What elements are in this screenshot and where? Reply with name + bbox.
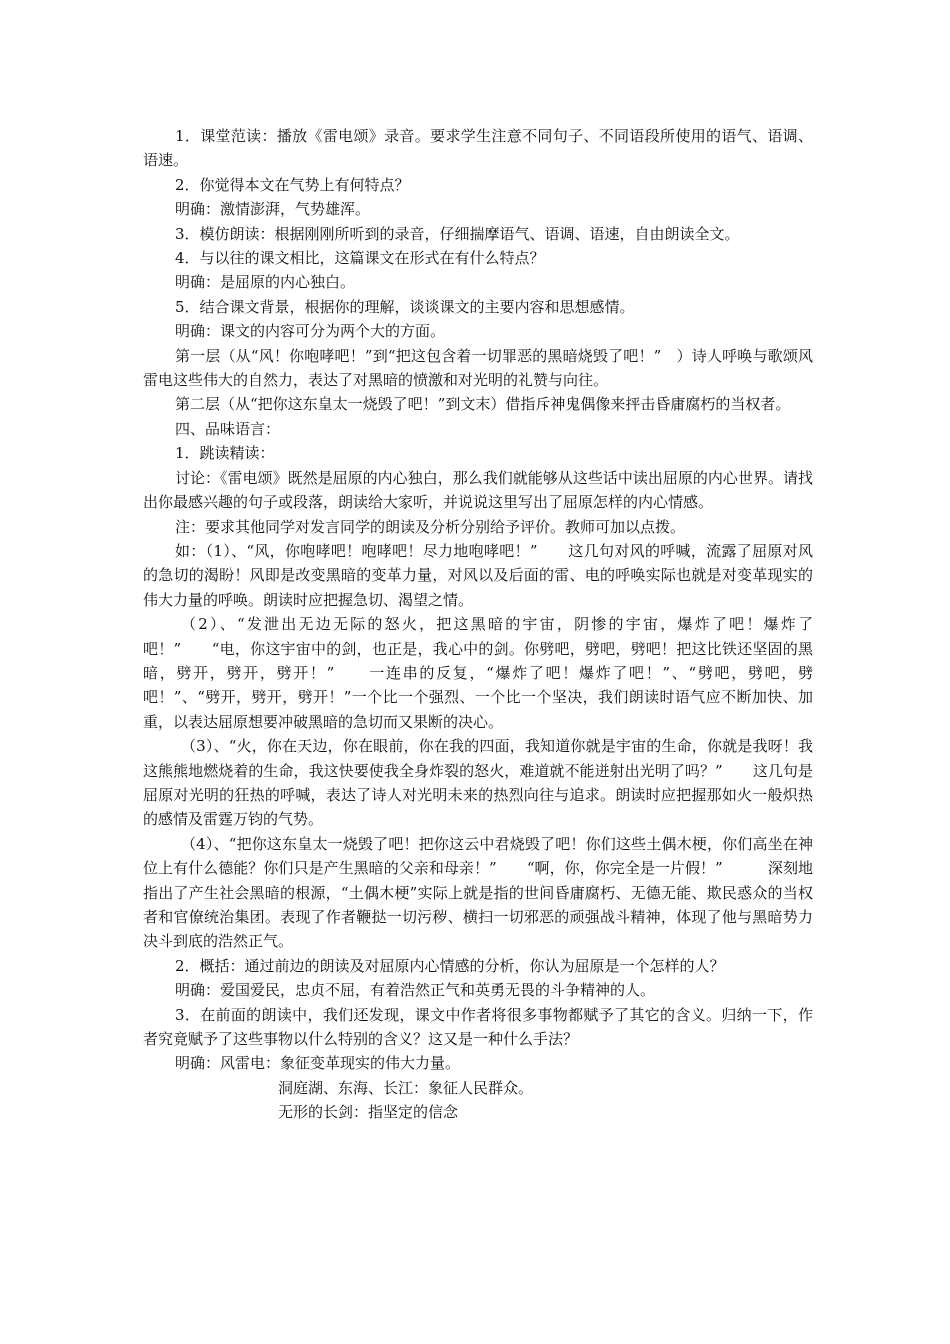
paragraph: （4）、“把你这东皇太一烧毁了吧！把你这云中君烧毁了吧！你们这些土偶木梗，你们高坐在神位上有什么德能？你们只是产生黑暗的父亲和母亲！” “啊，你，你完全是一片假！” 深刻地指出了产生社会黑暗的根源，“土偶木梗”实际上就是指的世间昏庸腐朽、无德无能、欺民惑众的当权者和官僚统治集团。表现了作者鞭挞一切污秽、横扫一切邪恶的顽强战斗精神，体现了他与黑暗势力决斗到底的浩然正气。	[143, 834, 813, 951]
paragraph: 第一层（从“风！你咆哮吧！”到“把这包含着一切罪恶的黑暗烧毁了吧！” ）诗人呼唤与歌颂风雷电这些伟大的自然力，表达了对黑暗的愤激和对光明的礼赞与向往。	[143, 346, 813, 390]
section-heading: 四、品味语言：	[175, 419, 281, 438]
paragraph: （3）、“火，你在天边，你在眼前，你在我的四面，我知道你就是宇宙的生命，你就是我呀！我这熊熊地燃烧着的生命，我这快要使我全身炸裂的怒火，难道就不能迸射出光明了吗？” 这几句是屈原对光明的狂热的呼喊，表达了诗人对光明未来的热烈向往与追求。朗读时应把握那如火一般炽热的感情及雷霆万钧的气势。	[143, 737, 813, 829]
paragraph: 明确：风雷电：象征变革现实的伟大力量。	[175, 1054, 461, 1073]
symbol-item: 无形的长剑：指坚定的信念	[278, 1103, 459, 1122]
paragraph: 1．跳读精读：	[175, 444, 275, 463]
paragraph: 讨论：《雷电颂》既然是屈原的内心独白，那么我们就能够从这些话中读出屈原的内心世界。请找出你最感兴趣的句子或段落，朗读给大家听，并说说这里写出了屈原怎样的内心情感。	[143, 468, 813, 512]
paragraph: 第二层（从“把你这东皇太一烧毁了吧！”到文末）借指斥神鬼偶像来抨击昏庸腐朽的当权者。	[175, 395, 791, 414]
paragraph: 4．与以往的课文相比，这篇课文在形式在有什么特点？	[175, 249, 545, 268]
paragraph: 2．概括：通过前边的朗读及对屈原内心情感的分析，你认为屈原是一个怎样的人？	[175, 956, 725, 975]
paragraph: 明确：激情澎湃，气势雄浑。	[175, 200, 371, 219]
paragraph: 1．课堂范读：播放《雷电颂》录音。要求学生注意不同句子、不同语段所使用的语气、语调、语速。	[143, 127, 813, 170]
paragraph: 2．你觉得本文在气势上有何特点？	[175, 175, 410, 194]
symbol-item: 洞庭湖、东海、长江：象征人民群众。	[278, 1078, 534, 1097]
paragraph: 3．模仿朗读：根据刚刚所听到的录音，仔细揣摩语气、语调、语速，自由朗读全文。	[175, 224, 740, 243]
paragraph: 明确：课文的内容可分为两个大的方面。	[175, 322, 446, 341]
paragraph: 明确：爱国爱民，忠贞不屈，有着浩然正气和英勇无畏的斗争精神的人。	[175, 981, 656, 1000]
paragraph: 3．在前面的朗读中，我们还发现，课文中作者将很多事物都赋予了其它的含义。归纳一下，作者究竟赋予了这些事物以什么特别的含义？这又是一种什么手法？	[143, 1005, 813, 1049]
paragraph: 注：要求其他同学对发言同学的朗读及分析分别给予评价。教师可加以点拨。	[175, 517, 686, 536]
paragraph: 如：（1）、“风，你咆哮吧！咆哮吧！尽力地咆哮吧！” 这几句对风的呼喊，流露了屈原对风的急切的渴盼！风即是改变黑暗的变革力量，对风以及后面的雷、电的呼唤实际也就是对变革现实的伟大力量的呼唤。朗读时应把握急切、渴望之情。	[143, 541, 813, 609]
document-body	[143, 124, 813, 1125]
paragraph: 5．结合课文背景，根据你的理解，谈谈课文的主要内容和思想感情。	[175, 297, 635, 316]
paragraph: 明确：是屈原的内心独白。	[175, 273, 356, 292]
paragraph: （2）、“发泄出无边无际的怒火，把这黑暗的宇宙，阴惨的宇宙，爆炸了吧！爆炸了吧！” “电，你这宇宙中的剑，也正是，我心中的剑。你劈吧，劈吧，劈吧！把这比铁还坚固的黑暗，劈开，劈开，劈开！” 一连串的反复，“爆炸了吧！爆炸了吧！”、“劈吧，劈吧，劈吧！”、“劈开，劈开，劈开！”一个比一个强烈、一个比一个坚决，我们朗读时语气应不断加快、加重，以表达屈原想要冲破黑暗的急切而又果断的决心。	[143, 615, 813, 731]
